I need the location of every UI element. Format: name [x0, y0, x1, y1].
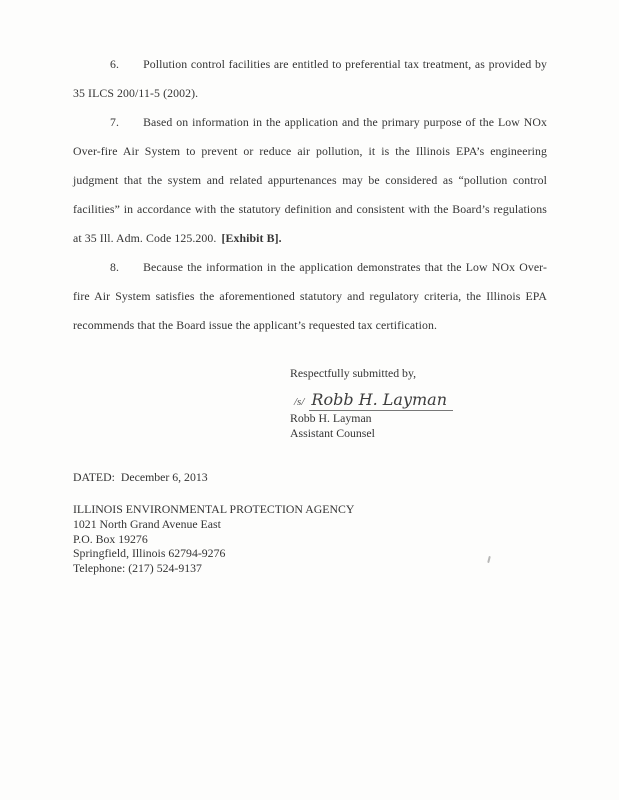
paragraph-8-number: 8. — [110, 260, 120, 274]
document-body — [73, 50, 547, 576]
signature-line — [294, 390, 547, 409]
respectfully-submitted-line: Respectfully submitted by, — [290, 366, 417, 380]
paragraph-6 — [73, 50, 547, 108]
paragraph-7 — [73, 108, 547, 253]
agency-address-block — [73, 502, 547, 576]
paragraph-7-text: Based on information in the application and the primary purpose of the Low NOx Over-fire Air System to prevent or reduce air pollution, it is the Illinois EPA’s engineering judgment that the system and related appurtenances may be considered as “pollution control facilities” in accordance with the statutory definition and consistent with the Board’s regulations at 35 Ill. Adm. Code 125.200. — [73, 115, 547, 245]
paragraph-6-text: Pollution control facilities are entitled to preferential tax treatment, as provided by 35 ILCS 200/11-5 (2002). — [73, 57, 547, 100]
s-slash-prefix: /s/ — [294, 396, 305, 408]
agency-address-line-2: P.O. Box 19276 — [73, 531, 148, 546]
paragraph-8 — [73, 253, 547, 340]
agency-name: ILLINOIS ENVIRONMENTAL PROTECTION AGENCY — [73, 502, 355, 516]
dated-line: DATED: December 6, 2013 — [73, 470, 208, 484]
signer-name: Robb H. Layman — [290, 411, 372, 425]
signature-block — [290, 366, 547, 440]
agency-address-line-3: Springfield, Illinois 62794-9276 — [73, 546, 226, 561]
paragraph-7-number: 7. — [110, 115, 120, 129]
paragraph-6-number: 6. — [110, 57, 120, 71]
handwritten-signature: Robb H. Layman — [309, 390, 453, 411]
signer-title: Assistant Counsel — [290, 425, 375, 440]
exhibit-reference: [Exhibit B]. — [221, 231, 282, 245]
paragraph-8-text: Because the information in the application demonstrates that the Low NOx Over-fire Air System satisfies the aforementioned statutory and regulatory criteria, the Illinois EPA recommends that the Board issue the applicant’s requested tax certification. — [73, 260, 547, 332]
agency-address-line-1: 1021 North Grand Avenue East — [73, 516, 221, 531]
agency-phone: Telephone: (217) 524-9137 — [73, 561, 202, 576]
